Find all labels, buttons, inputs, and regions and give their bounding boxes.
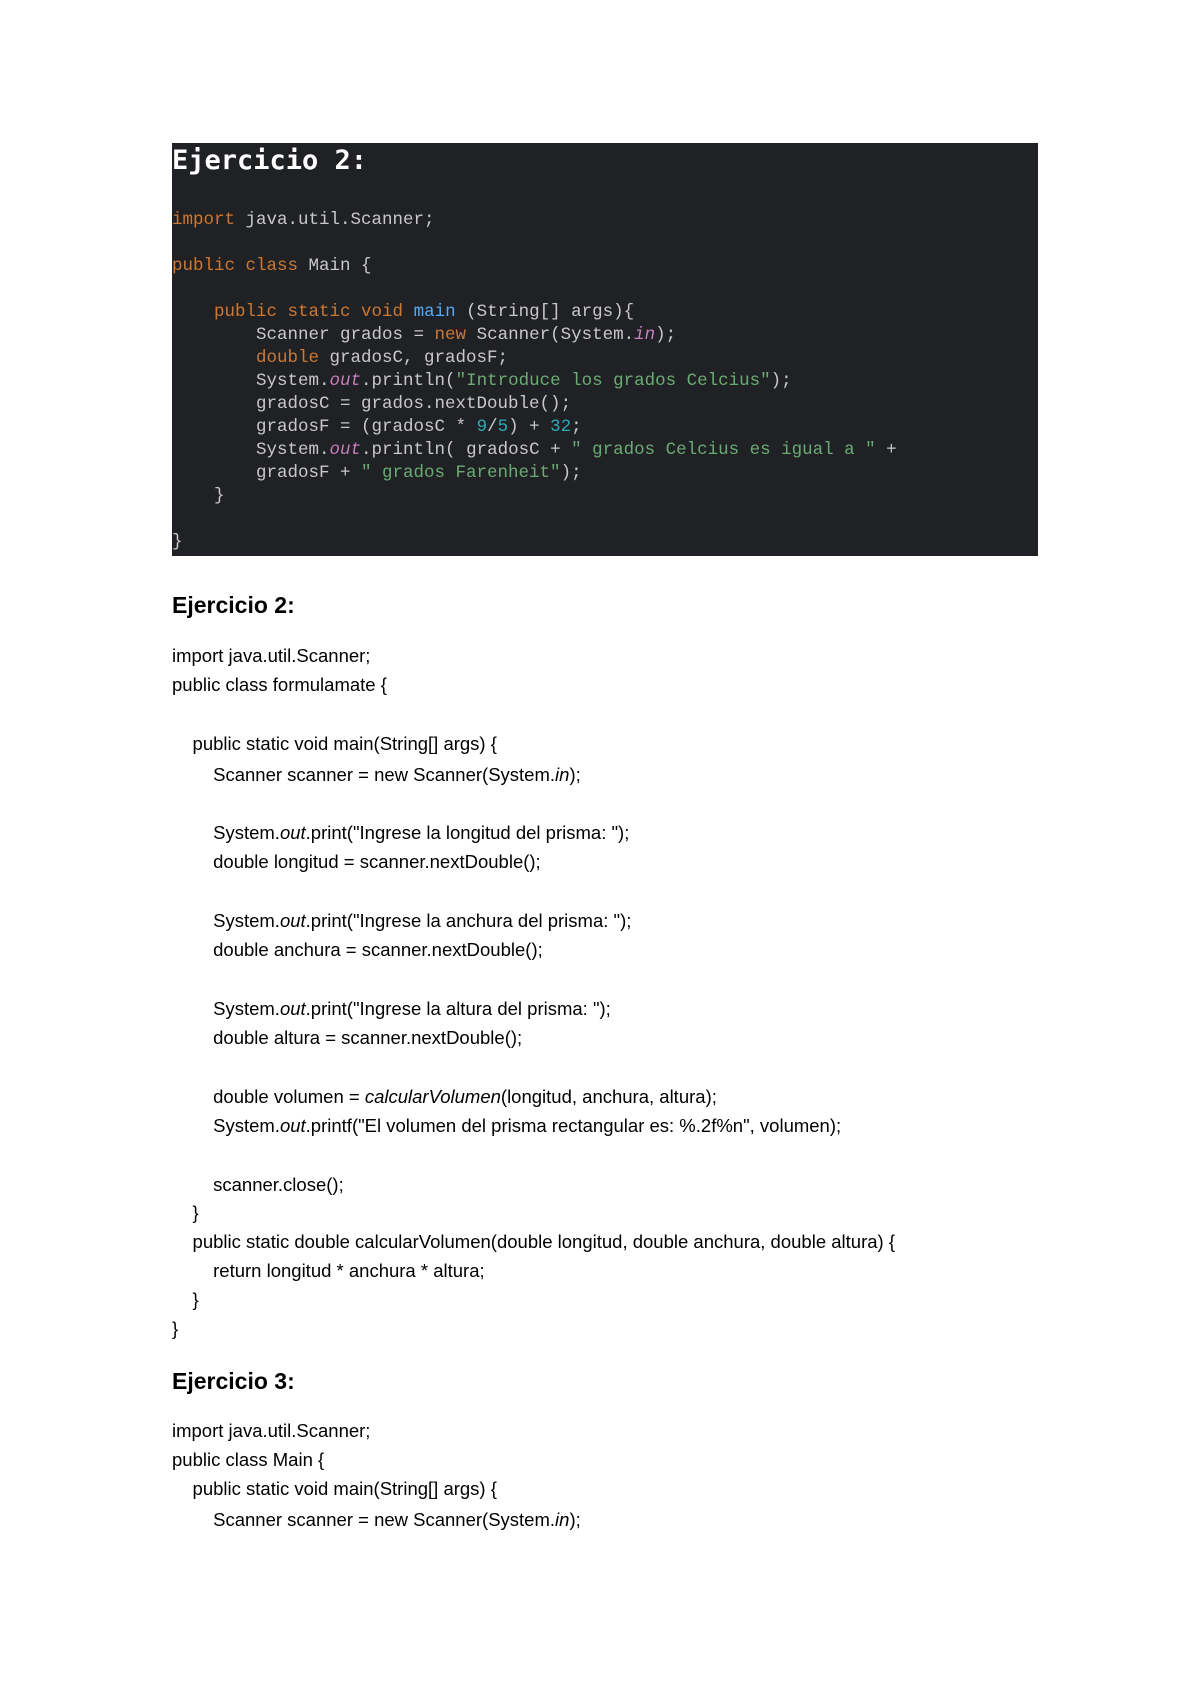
- code-line: public static void main (String[] args){: [214, 302, 635, 322]
- code-line: gradosF = (gradosC * 9/5) + 32;: [172, 417, 582, 437]
- code-line: double gradosC, gradosF;: [256, 348, 509, 368]
- doc-line: System.out.print("Ingrese la longitud del prisma: ");: [172, 822, 630, 843]
- doc-line: double altura = scanner.nextDouble();: [172, 1027, 523, 1048]
- doc-line: double volumen = calcularVolumen(longitud, anchura, altura);: [172, 1086, 717, 1107]
- doc-line: }: [172, 1318, 179, 1339]
- doc-line: import java.util.Scanner;: [172, 1420, 371, 1441]
- doc-line: }: [172, 1202, 199, 1223]
- doc-line: return longitud * anchura * altura;: [172, 1260, 485, 1281]
- doc-line: Scanner scanner = new Scanner(System.in);: [172, 1509, 581, 1530]
- code-line: }: [172, 486, 225, 506]
- code-line: public class Main {: [172, 256, 372, 276]
- doc-line: public static void main(String[] args) {: [172, 1478, 497, 1499]
- doc-line: public static void main(String[] args) {: [172, 733, 497, 754]
- doc-line: System.out.printf("El volumen del prisma rectangular es: %.2f%n", volumen);: [172, 1115, 842, 1136]
- doc-line: double anchura = scanner.nextDouble();: [172, 939, 543, 960]
- doc-line: public static double calcularVolumen(double longitud, double anchura, double altura) {: [172, 1231, 896, 1252]
- code-line: import java.util.Scanner;: [172, 210, 435, 230]
- code-screenshot: [172, 143, 1038, 556]
- code-block-title: Ejercicio 2:: [172, 145, 368, 176]
- code-line: gradosF + " grados Farenheit");: [172, 463, 582, 483]
- section-heading: Ejercicio 2:: [172, 592, 295, 618]
- doc-line: System.out.print("Ingrese la anchura del prisma: ");: [172, 910, 632, 931]
- code-line: Scanner grados = new Scanner(System.in);: [172, 325, 677, 345]
- code-line: }: [172, 532, 183, 552]
- doc-line: Scanner scanner = new Scanner(System.in);: [172, 764, 581, 785]
- section-heading: Ejercicio 3:: [172, 1368, 295, 1394]
- code-line: System.out.println("Introduce los grados Celcius");: [172, 371, 792, 391]
- doc-line: double longitud = scanner.nextDouble();: [172, 851, 541, 872]
- doc-line: public class Main {: [172, 1449, 325, 1470]
- doc-line: public class formulamate {: [172, 674, 387, 695]
- doc-line: }: [172, 1289, 199, 1310]
- code-line: System.out.println( gradosC + " grados Celcius es igual a " +: [172, 440, 897, 460]
- doc-line: System.out.print("Ingrese la altura del prisma: ");: [172, 998, 611, 1019]
- code-line: gradosC = grados.nextDouble();: [172, 394, 572, 414]
- doc-line: import java.util.Scanner;: [172, 645, 371, 666]
- doc-line: scanner.close();: [172, 1174, 344, 1195]
